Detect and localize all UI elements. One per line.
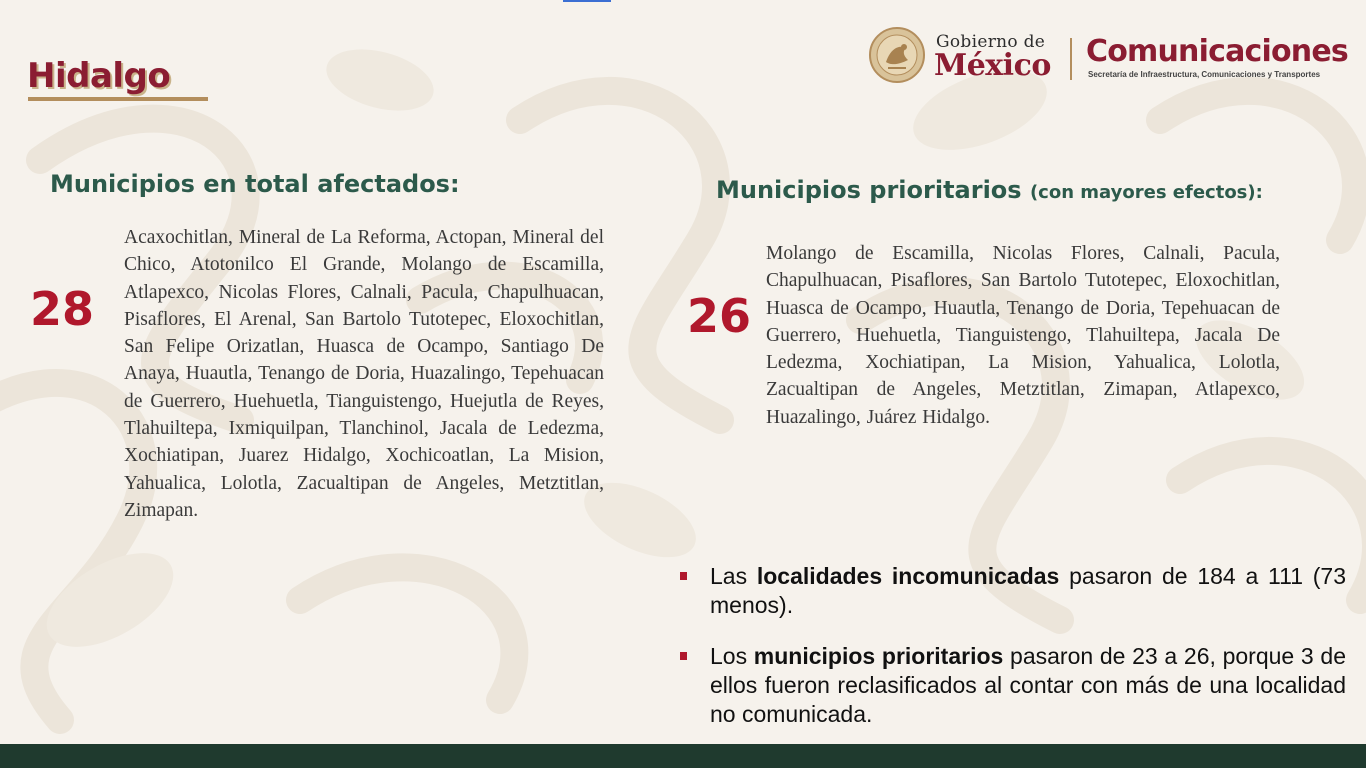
bullet-text-post: pasaron de 184 a 111 (73 menos). [710, 563, 1346, 618]
gov-line-2: México [934, 48, 1051, 83]
bullet-item [680, 562, 1346, 620]
bullet-text-pre: Las [710, 563, 757, 589]
bullet-text-post: pasaron de 23 a 26, porque 3 de ellos fueron reclasificados al contar con más de una localidad no comunicada. [710, 643, 1346, 727]
bullet-square-icon [680, 572, 687, 580]
gov-line-1: Gobierno de [936, 32, 1046, 52]
bullet-text-bold: municipios prioritarios [753, 643, 1004, 669]
logo-divider [1070, 38, 1072, 80]
bullet-item [680, 642, 1346, 729]
slide-title: Hidalgo [27, 56, 171, 96]
bullet-square-icon [680, 652, 687, 660]
title-underline [28, 97, 208, 101]
priority-heading-main: Municipios prioritarios [716, 176, 1022, 204]
priority-municipalities-heading [716, 176, 1263, 204]
priority-heading-sub: (con mayores efectos): [1029, 182, 1263, 203]
total-municipalities-heading: Municipios en total afectados: [50, 170, 460, 198]
department-subtitle: Secretaría de Infraestructura, Comunicaciones y Transportes [1088, 70, 1321, 79]
priority-municipalities-list: Molango de Escamilla, Nicolas Flores, Calnali, Pacula, Chapulhuacan, Pisaflores, San Bartolo Tutotepec, Eloxochitlan, Huasca de Ocampo, Huautla, Tenango de Doria, Tepehuacan de Guerrero, Huehuetla, Tianguistengo, Tlahuiltepa, Jacala De Ledezma, Xochiatipan, La Mision, Yahualica, Lolotla, Zacualtipan de Angeles, Metztitlan, Zimapan, Atlapexco, Huazalingo, Juárez Hidalgo. [766, 243, 1280, 428]
footer-bar [0, 744, 1366, 768]
department-name: Comunicaciones [1086, 34, 1348, 69]
mexico-coat-of-arms-icon [868, 26, 926, 84]
total-municipalities-count: 28 [30, 282, 95, 336]
bullet-text-bold: localidades incomunicadas [756, 563, 1060, 589]
window-accent-bar [563, 0, 611, 2]
government-logo [868, 24, 1348, 88]
total-municipalities-list: Acaxochitlan, Mineral de La Reforma, Actopan, Mineral del Chico, Atotonilco El Grande, Molango de Escamilla, Atlapexco, Nicolas Flores, Calnali, Pacula, Chapulhuacan, Pisaflores, El Arenal, San Bartolo Tutotepec, Eloxochitlan, San Felipe Orizatlan, Huasca de Ocampo, Santiago De Anaya, Huautla, Tenango de Doria, Huazalingo, Tepehuacan de Guerrero, Huehuetla, Tianguistengo, Huejutla de Reyes, Tlahuiltepa, Ixmiquilpan, Tlanchinol, Jacala de Ledezma, Xochiatipan, Juarez Hidalgo, Xochicoatlan, La Mision, Yahualica, Lolotla, Zacualtipan de Angeles, Metztitlan, Zimapan. [124, 227, 604, 521]
summary-bullets [680, 562, 1346, 744]
bullet-text-pre: Los [710, 643, 754, 669]
priority-municipalities-count: 26 [687, 289, 752, 343]
